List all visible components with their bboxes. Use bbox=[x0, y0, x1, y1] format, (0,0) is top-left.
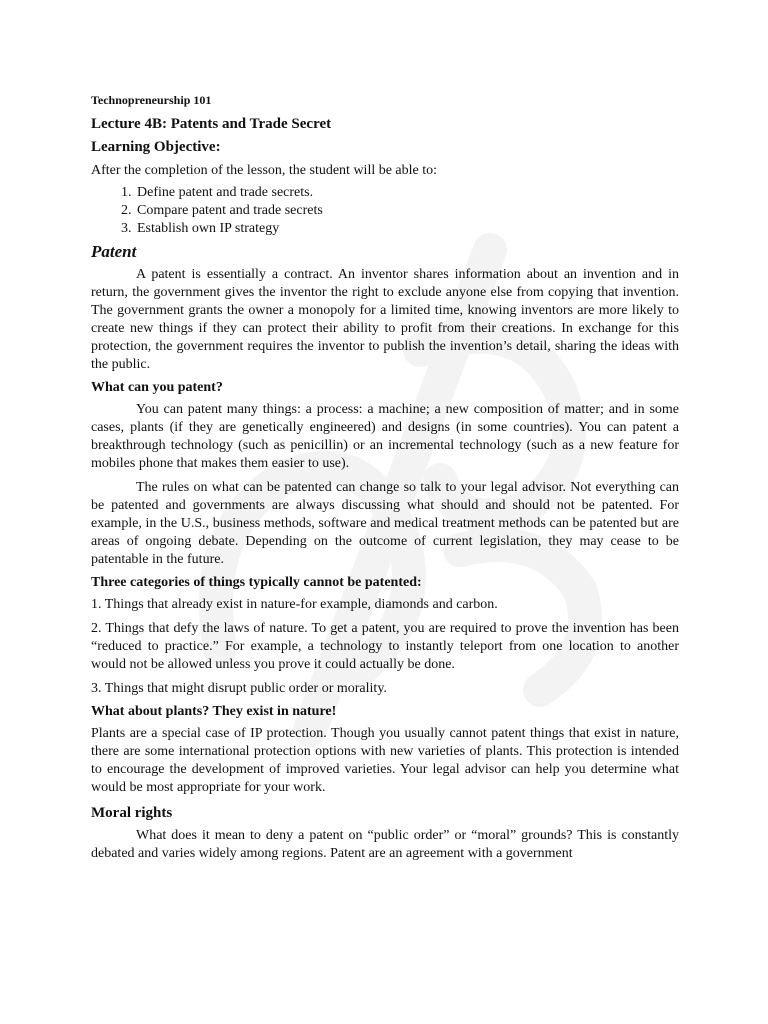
learning-objective-heading: Learning Objective: bbox=[91, 139, 221, 155]
patent-heading: Patent bbox=[91, 242, 137, 261]
document-page bbox=[91, 93, 679, 863]
objective-item: 3. Establish own IP strategy bbox=[135, 220, 679, 238]
objective-item: 1. Define patent and trade secrets. bbox=[135, 184, 679, 202]
objective-item: 2. Compare patent and trade secrets bbox=[135, 202, 679, 220]
three-categories-heading: Three categories of things typically cannot be patented: bbox=[91, 575, 422, 590]
category-item: 2. Things that defy the laws of nature. To get a patent, you are required to prove the invention has been “reduced to practice.” For example, a technology to instantly teleport from one location to another would not be allowed unless you prove it could actually be done. bbox=[91, 621, 679, 672]
what-can-you-patent-heading: What can you patent? bbox=[91, 380, 223, 395]
plants-paragraph: Plants are a special case of IP protection. Though you usually cannot patent things that exist in nature, there are some international protection options with new varieties of plants. This protection is intended to encourage the development of improved varieties. Your legal advisor can help you determine what would be most appropriate for your work. bbox=[91, 726, 679, 795]
category-item: 3. Things that might disrupt public order or morality. bbox=[91, 681, 387, 696]
what-can-you-patent-paragraph: You can patent many things: a process: a machine; a new composition of matter; and in some cases, plants (if they are genetically engineered) and designs (in some countries). You can patent a breakthrough technology (such as penicillin) or an incremental technology (such as a new feature for mobiles phone that makes them easier to use). bbox=[91, 402, 679, 471]
objectives-intro: After the completion of the lesson, the student will be able to: bbox=[91, 163, 438, 178]
patent-paragraph: A patent is essentially a contract. An inventor shares information about an invention and in return, the government gives the inventor the right to exclude anyone else from copying that invention. The government grants the owner a monopoly for a limited time, knowing inventors are more likely to create new things if they can protect their ability to profit from their creations. In exchange for this protection, the government requires the inventor to publish the invention’s detail, sharing the ideas with the public. bbox=[91, 267, 679, 372]
patent-rules-paragraph: The rules on what can be patented can change so talk to your legal advisor. Not everything can be patented and governments are always discussing what should and should not be patented. For example, in the U.S., business methods, software and medical treatment methods can be patented but are areas of ongoing debate. Depending on the outcome of current legislation, they may cease to be patentable in the future. bbox=[91, 480, 679, 567]
moral-rights-paragraph: What does it mean to deny a patent on “public order” or “moral” grounds? This is constantly debated and varies widely among regions. Patent are an agreement with a government bbox=[91, 828, 679, 861]
course-title: Technopreneurship 101 bbox=[91, 93, 212, 107]
objectives-list bbox=[91, 184, 679, 238]
category-item: 1. Things that already exist in nature-for example, diamonds and carbon. bbox=[91, 597, 498, 612]
lecture-title: Lecture 4B: Patents and Trade Secret bbox=[91, 116, 332, 132]
plants-heading: What about plants? They exist in nature! bbox=[91, 704, 337, 719]
moral-rights-heading: Moral rights bbox=[91, 805, 173, 821]
